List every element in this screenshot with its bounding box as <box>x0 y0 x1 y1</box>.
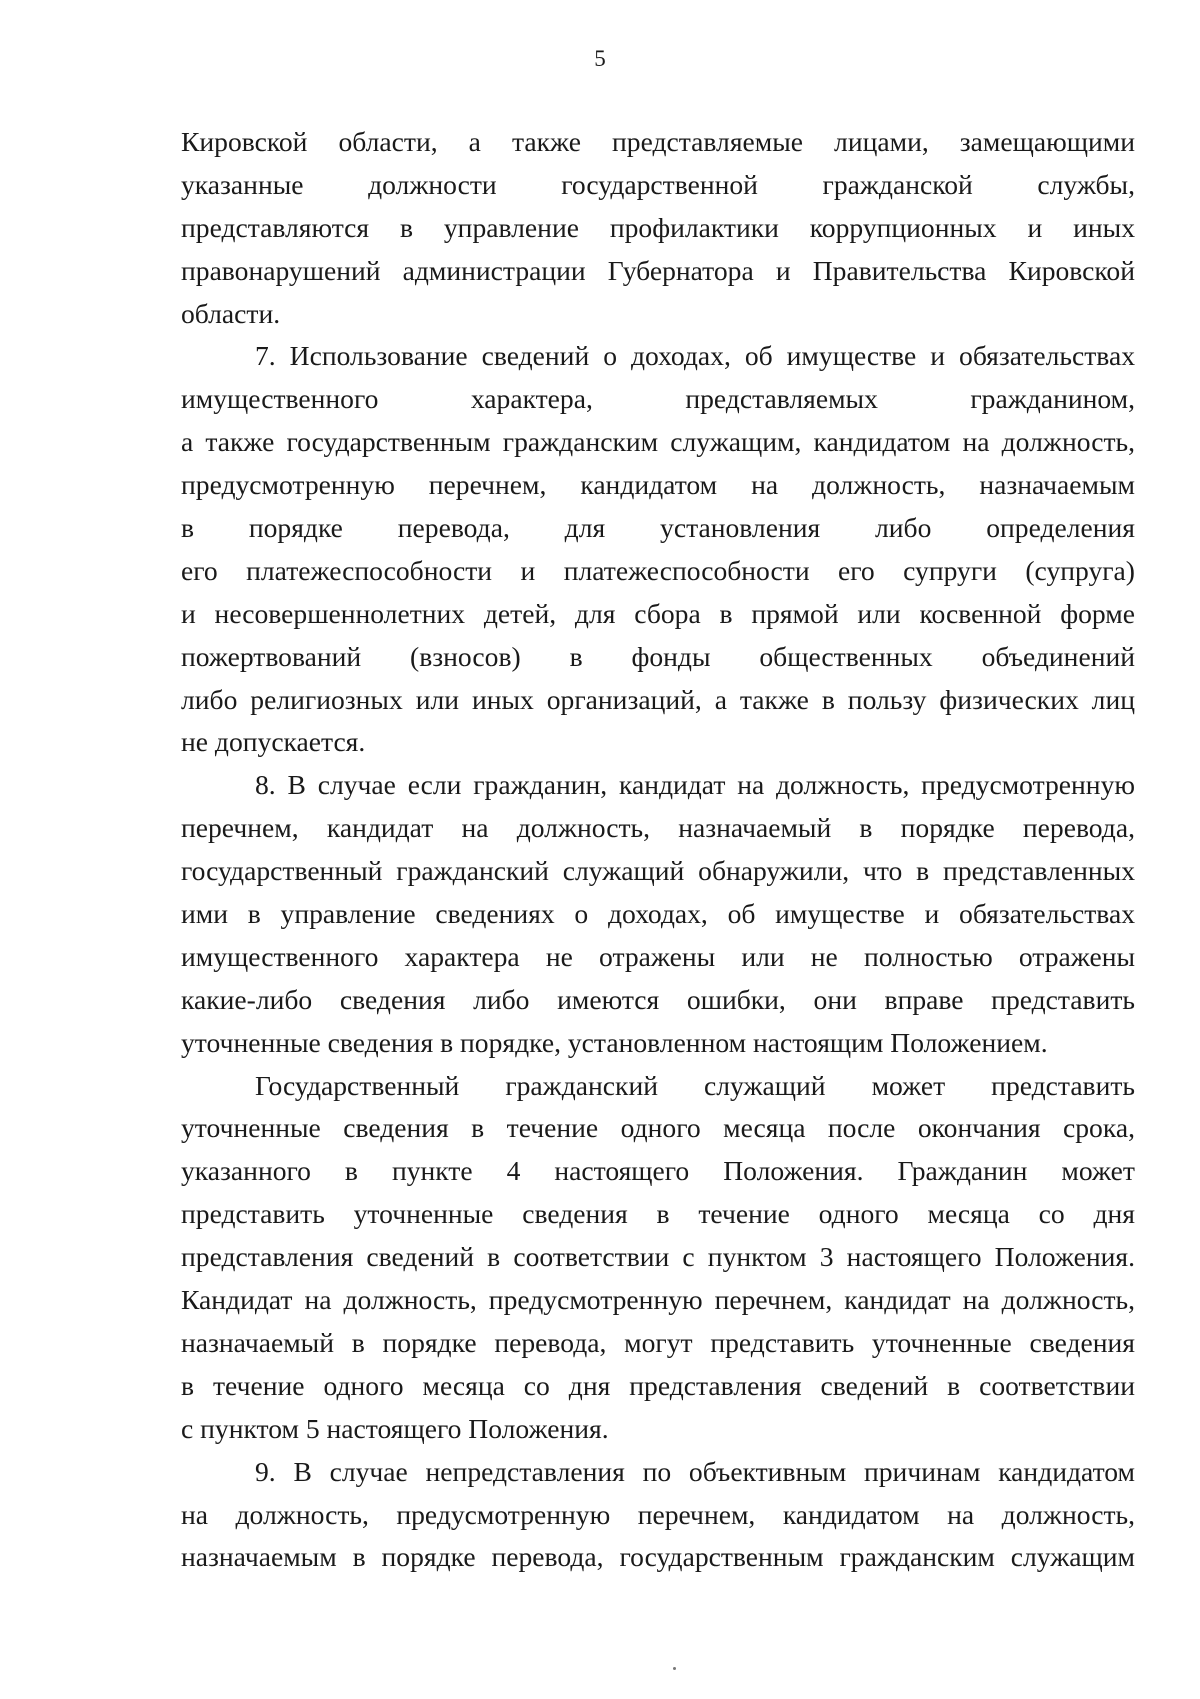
document-body <box>181 121 1135 1579</box>
text-line: Кандидат на должность, предусмотренную перечнем, кандидат на должность, <box>181 1284 1135 1316</box>
text-line: не допускается. <box>181 726 366 758</box>
text-line: перечнем, кандидат на должность, назначаемый в порядке перевода, <box>181 812 1135 844</box>
text-line: 9. В случае непредставления по объективным причинам кандидатом <box>255 1455 1135 1487</box>
text-line: в течение одного месяца со дня представления сведений в соответствии <box>181 1369 1135 1401</box>
text-line: представления сведений в соответствии с пунктом 3 настоящего Положения. <box>181 1241 1135 1273</box>
text-line: указанного в пункте 4 настоящего Положения. Гражданин может <box>181 1155 1135 1187</box>
text-line: а также государственным гражданским служащим, кандидатом на должность, <box>181 426 1135 458</box>
text-line: 8. В случае если гражданин, кандидат на должность, предусмотренную <box>255 769 1135 801</box>
text-line: пожертвований (взносов) в фонды общественных объединений <box>181 640 1135 672</box>
text-line: государственный гражданский служащий обнаружили, что в представленных <box>181 855 1135 887</box>
text-line: указанные должности государственной гражданской службы, <box>181 168 1135 200</box>
text-line: Кировской области, а также представляемые лицами, замещающими <box>181 126 1135 157</box>
text-line: представляются в управление профилактики коррупционных и иных <box>181 211 1135 243</box>
text-line: имущественного характера не отражены или не полностью отражены <box>181 940 1135 972</box>
text-line: в порядке перевода, для установления либо определения <box>181 512 1135 544</box>
scan-speck <box>673 1667 676 1670</box>
text-line: его платежеспособности и платежеспособности его супруги (супруга) <box>181 554 1135 586</box>
text-line: имущественного характера, представляемых гражданином, <box>181 383 1135 415</box>
page-number: 5 <box>594 46 606 71</box>
text-line: какие-либо сведения либо имеются ошибки, они вправе представить <box>181 983 1135 1015</box>
text-line: 7. Использование сведений о доходах, об имуществе и обязательствах <box>255 340 1135 372</box>
text-line: назначаемый в порядке перевода, могут представить уточненные сведения <box>181 1326 1135 1358</box>
paragraph-item-8 <box>181 764 1135 1064</box>
text-line: и несовершеннолетних детей, для сбора в прямой или косвенной форме <box>181 597 1135 629</box>
text-line: области. <box>181 297 281 329</box>
paragraph-item-8-continued <box>181 1065 1135 1451</box>
text-line: уточненные сведения в порядке, установленном настоящим Положением. <box>181 1026 1048 1058</box>
text-line: назначаемым в порядке перевода, государственным гражданским служащим <box>181 1541 1135 1573</box>
text-line: представить уточненные сведения в течение одного месяца со дня <box>181 1198 1135 1230</box>
paragraph-continuation <box>181 121 1135 335</box>
paragraph-item-7 <box>181 335 1135 764</box>
text-line: ими в управление сведениях о доходах, об имуществе и обязательствах <box>181 898 1135 930</box>
text-line: предусмотренную перечнем, кандидатом на должность, назначаемым <box>181 469 1135 501</box>
text-line: уточненные сведения в течение одного месяца после окончания срока, <box>181 1112 1135 1144</box>
text-line: правонарушений администрации Губернатора и Правительства Кировской <box>181 254 1135 286</box>
text-line: с пунктом 5 настоящего Положения. <box>181 1412 609 1444</box>
text-line: либо религиозных или иных организаций, а также в пользу физических лиц <box>181 683 1135 715</box>
paragraph-item-9 <box>181 1451 1135 1580</box>
text-line: на должность, предусмотренную перечнем, кандидатом на должность, <box>181 1498 1135 1530</box>
text-line: Государственный гражданский служащий может представить <box>255 1069 1135 1101</box>
